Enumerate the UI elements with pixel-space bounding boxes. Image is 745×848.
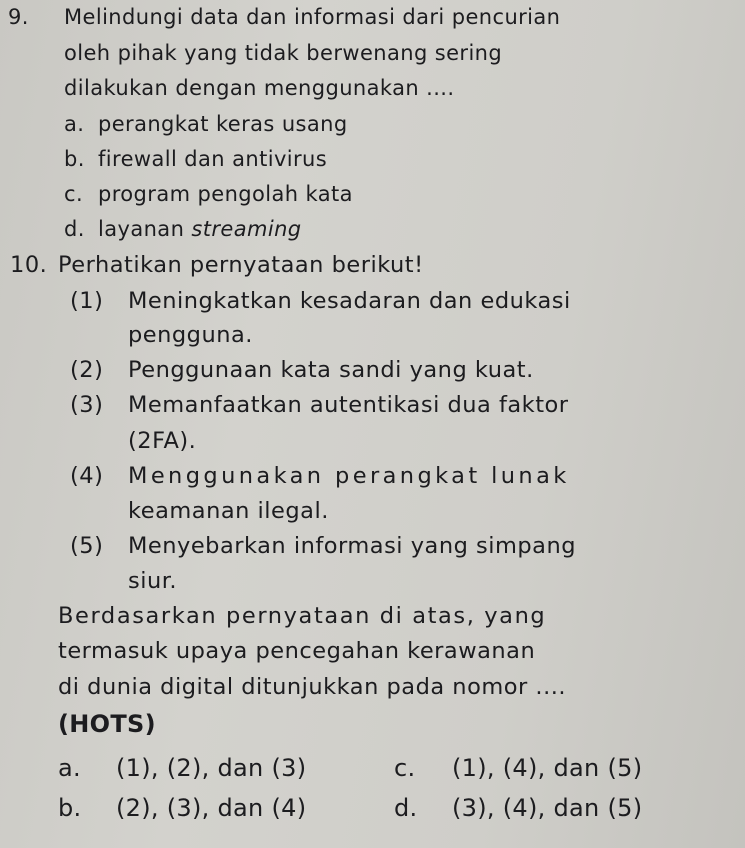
q9-option-d-text: layanan [98, 217, 192, 241]
q10-answer-c-letter: c. [394, 754, 416, 782]
q10-statement-3-label: (3) [70, 392, 104, 418]
q9-option-c [64, 184, 353, 205]
q10-statement-5-line1: Menyebarkan informasi yang simpang [128, 533, 577, 559]
q10-statement-2-label: (2) [70, 357, 104, 383]
q9-option-b [64, 149, 327, 170]
q10-statement-1-line1: Meningkatkan kesadaran dan edukasi [128, 288, 571, 314]
q9-option-d-italic: streaming [191, 217, 302, 241]
q10-answer-b [58, 796, 306, 820]
q10-answer-a [58, 756, 306, 780]
q10-intro: Perhatikan pernyataan berikut! [58, 252, 424, 278]
q10-answer-d-letter: d. [394, 794, 418, 822]
q10-statement-1-label: (1) [70, 288, 104, 314]
q10-question-line-3: di dunia digital ditunjukkan pada nomor .... [58, 674, 567, 700]
q10-answer-b-letter: b. [58, 794, 82, 822]
q10-answer-c-text: (1), (4), dan (5) [452, 754, 643, 782]
q9-option-d [64, 219, 302, 240]
q10-statement-2-line1: Penggunaan kata sandi yang kuat. [128, 357, 534, 383]
q10-answer-a-text: (1), (2), dan (3) [116, 754, 307, 782]
q9-option-b-letter: b. [64, 147, 85, 171]
q10-statement-3-line2: (2FA). [128, 428, 197, 454]
q9-option-c-text: program pengolah kata [98, 182, 353, 206]
q9-line-1: Melindungi data dan informasi dari pencurian [64, 5, 561, 29]
q10-statement-5-line2: siur. [128, 568, 178, 594]
q10-statement-3-line1: Memanfaatkan autentikasi dua faktor [128, 392, 569, 418]
q9-option-a-text: perangkat keras usang [98, 112, 348, 136]
q9-line-2: oleh pihak yang tidak berwenang sering [64, 41, 503, 65]
q10-statement-4-line2: keamanan ilegal. [128, 498, 329, 524]
q10-answer-d-text: (3), (4), dan (5) [452, 794, 643, 822]
q10-number: 10. [10, 252, 48, 278]
q9-option-c-letter: c. [64, 182, 84, 206]
q9-option-d-letter: d. [64, 217, 85, 241]
q10-answer-d [394, 796, 642, 820]
q10-answer-b-text: (2), (3), dan (4) [116, 794, 307, 822]
q9-option-a [64, 114, 348, 135]
q10-statement-4-label: (4) [70, 463, 104, 489]
q10-answer-c [394, 756, 642, 780]
q10-hots-tag: (HOTS) [58, 710, 156, 738]
q10-question-line-1: Berdasarkan pernyataan di atas, yang [58, 603, 547, 629]
q10-question-line-2: termasuk upaya pencegahan kerawanan [58, 638, 536, 664]
q9-line-3: dilakukan dengan menggunakan .... [64, 76, 455, 100]
q10-statement-5-label: (5) [70, 533, 104, 559]
q10-statement-1-line2: pengguna. [128, 322, 253, 348]
q9-option-b-text: firewall dan antivirus [98, 147, 328, 171]
q9-option-a-letter: a. [64, 112, 85, 136]
q9-number: 9. [8, 5, 29, 29]
q10-statement-4-line1: Menggunakan perangkat lunak [128, 463, 570, 489]
q10-answer-a-letter: a. [58, 754, 81, 782]
